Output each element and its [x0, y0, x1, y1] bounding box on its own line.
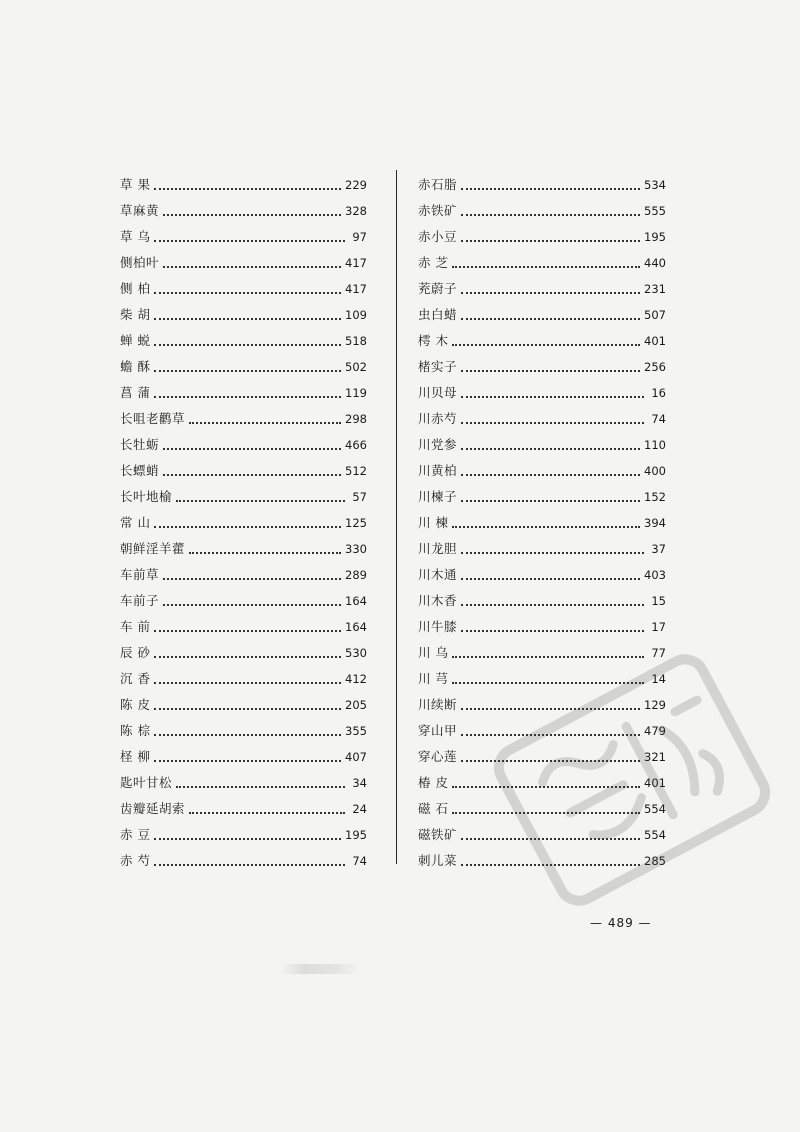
index-page-ref: 554	[644, 802, 666, 816]
index-entry	[120, 484, 367, 510]
index-term: 长叶地榆	[120, 489, 173, 504]
index-term: 陈 棕	[120, 723, 151, 738]
index-page-ref: 109	[345, 308, 367, 322]
index-page-ref: 403	[644, 568, 666, 582]
index-term: 赤 芝	[418, 255, 449, 270]
dot-leader	[154, 239, 345, 242]
index-entry	[418, 562, 666, 588]
index-page-ref: 152	[644, 490, 666, 504]
index-entry	[120, 536, 367, 562]
index-page-ref: 74	[651, 412, 666, 426]
index-term: 赤小豆	[418, 229, 458, 244]
dot-leader	[154, 369, 341, 372]
index-term: 川木香	[418, 593, 458, 608]
index-term: 川赤芍	[418, 411, 458, 426]
index-page-ref: 17	[651, 620, 666, 634]
index-page-ref: 256	[644, 360, 666, 374]
index-entry	[120, 744, 367, 770]
index-term: 蟾 酥	[120, 359, 151, 374]
dot-leader	[154, 759, 341, 762]
index-term: 蝉 蜕	[120, 333, 151, 348]
index-entry	[120, 250, 367, 276]
dot-leader	[154, 707, 341, 710]
index-entry	[418, 406, 666, 432]
index-term: 赤 芍	[120, 853, 151, 868]
index-term: 虫白蜡	[418, 307, 458, 322]
index-page-ref: 14	[651, 672, 666, 686]
index-term: 川楝子	[418, 489, 458, 504]
index-term: 川黄柏	[418, 463, 458, 478]
index-page-ref: 530	[345, 646, 367, 660]
index-page-ref: 195	[345, 828, 367, 842]
index-term: 侧柏叶	[120, 255, 160, 270]
index-term: 川龙胆	[418, 541, 458, 556]
index-entry	[120, 692, 367, 718]
dot-leader	[461, 551, 644, 554]
index-page-ref: 119	[345, 386, 367, 400]
dot-leader	[163, 603, 341, 606]
dot-leader	[452, 343, 640, 346]
index-page-ref: 24	[352, 802, 367, 816]
index-term: 川 楝	[418, 515, 449, 530]
index-page-ref: 298	[345, 412, 367, 426]
index-entry	[418, 484, 666, 510]
index-page-ref: 554	[644, 828, 666, 842]
index-term: 磁 石	[418, 801, 449, 816]
index-entry	[418, 458, 666, 484]
index-entry	[120, 614, 367, 640]
index-entry	[120, 432, 367, 458]
dot-leader	[154, 681, 341, 684]
index-entry	[120, 354, 367, 380]
index-page-ref: 37	[651, 542, 666, 556]
index-entry	[418, 432, 666, 458]
dot-leader	[154, 837, 341, 840]
index-page-ref: 328	[345, 204, 367, 218]
dot-leader	[461, 473, 640, 476]
index-entry	[120, 302, 367, 328]
dot-leader	[163, 577, 341, 580]
dot-leader	[452, 265, 640, 268]
dot-leader	[461, 421, 644, 424]
index-page-ref: 440	[644, 256, 666, 270]
dot-leader	[163, 473, 341, 476]
index-entry	[120, 276, 367, 302]
dot-leader	[154, 317, 341, 320]
index-entry	[418, 354, 666, 380]
index-page-ref: 229	[345, 178, 367, 192]
index-page-ref: 407	[345, 750, 367, 764]
index-term: 赤 豆	[120, 827, 151, 842]
index-entry	[418, 614, 666, 640]
print-smudge	[280, 964, 360, 974]
dot-leader	[154, 863, 345, 866]
index-entry	[120, 458, 367, 484]
index-term: 柴 胡	[120, 307, 151, 322]
index-term: 沉 香	[120, 671, 151, 686]
index-entry	[120, 562, 367, 588]
dot-leader	[189, 811, 345, 814]
dot-leader	[461, 395, 644, 398]
dot-leader	[452, 681, 644, 684]
dot-leader	[154, 291, 341, 294]
index-term: 陈 皮	[120, 697, 151, 712]
index-page-ref: 16	[651, 386, 666, 400]
dot-leader	[154, 733, 341, 736]
index-page-ref: 417	[345, 282, 367, 296]
dot-leader	[176, 499, 345, 502]
dot-leader	[461, 603, 644, 606]
index-page-ref: 195	[644, 230, 666, 244]
index-page-ref: 164	[345, 620, 367, 634]
index-term: 长牡蛎	[120, 437, 160, 452]
index-term: 楮实子	[418, 359, 458, 374]
index-page-ref: 466	[345, 438, 367, 452]
index-term: 长螵蛸	[120, 463, 160, 478]
index-entry	[418, 172, 666, 198]
index-entry	[120, 666, 367, 692]
index-entry	[418, 276, 666, 302]
index-term: 菖 蒲	[120, 385, 151, 400]
index-entry	[418, 536, 666, 562]
index-term: 穿心莲	[418, 749, 458, 764]
dot-leader	[154, 629, 341, 632]
index-term: 川贝母	[418, 385, 458, 400]
index-page-ref: 394	[644, 516, 666, 530]
index-term: 川党参	[418, 437, 458, 452]
index-entry	[120, 510, 367, 536]
dot-leader	[461, 317, 640, 320]
index-term: 柽 柳	[120, 749, 151, 764]
dot-leader	[461, 187, 640, 190]
dot-leader	[461, 239, 640, 242]
dot-leader	[154, 395, 341, 398]
index-page-ref: 231	[644, 282, 666, 296]
dot-leader	[461, 291, 640, 294]
column-divider	[396, 170, 397, 864]
index-entry	[120, 172, 367, 198]
index-page-ref: 34	[352, 776, 367, 790]
index-term: 齿瓣延胡索	[120, 801, 186, 816]
index-page-ref: 401	[644, 334, 666, 348]
index-entry	[120, 718, 367, 744]
index-page-ref: 555	[644, 204, 666, 218]
index-page-ref: 507	[644, 308, 666, 322]
index-page-ref: 57	[352, 490, 367, 504]
index-entry	[418, 250, 666, 276]
index-page-ref: 15	[651, 594, 666, 608]
index-entry	[120, 198, 367, 224]
index-entry	[120, 380, 367, 406]
index-entry	[418, 380, 666, 406]
dot-leader	[163, 213, 341, 216]
index-page-ref: 125	[345, 516, 367, 530]
index-term: 川 乌	[418, 645, 449, 660]
dot-leader	[189, 421, 341, 424]
index-term: 川 芎	[418, 671, 449, 686]
index-page-ref: 74	[352, 854, 367, 868]
index-term: 辰 砂	[120, 645, 151, 660]
index-term: 草麻黄	[120, 203, 160, 218]
index-entry	[120, 588, 367, 614]
index-term: 川木通	[418, 567, 458, 582]
index-term: 刺儿菜	[418, 853, 458, 868]
index-entry	[418, 328, 666, 354]
index-page-ref: 164	[345, 594, 367, 608]
index-entry	[418, 302, 666, 328]
dot-leader	[461, 213, 640, 216]
index-page-ref: 401	[644, 776, 666, 790]
index-page-ref: 355	[345, 724, 367, 738]
index-term: 车 前	[120, 619, 151, 634]
index-term: 车前子	[120, 593, 160, 608]
index-page-ref: 417	[345, 256, 367, 270]
index-page-ref: 285	[644, 854, 666, 868]
index-page-ref: 479	[644, 724, 666, 738]
dot-leader	[189, 551, 341, 554]
index-term: 樗 木	[418, 333, 449, 348]
index-entry	[418, 510, 666, 536]
index-term: 朝鲜淫羊藿	[120, 541, 186, 556]
index-entry	[120, 224, 367, 250]
dot-leader	[154, 655, 341, 658]
dot-leader	[163, 265, 341, 268]
index-term: 磁铁矿	[418, 827, 458, 842]
index-entry	[120, 796, 367, 822]
page-number: — 489 —	[590, 916, 652, 930]
index-page-ref: 330	[345, 542, 367, 556]
index-page-ref: 110	[644, 438, 666, 452]
index-page-ref: 129	[644, 698, 666, 712]
dot-leader	[461, 499, 640, 502]
index-term: 侧 柏	[120, 281, 151, 296]
dot-leader	[461, 369, 640, 372]
index-page-ref: 97	[352, 230, 367, 244]
index-entry	[418, 198, 666, 224]
index-page-ref: 518	[345, 334, 367, 348]
index-page-ref: 289	[345, 568, 367, 582]
dot-leader	[452, 525, 640, 528]
index-term: 川续断	[418, 697, 458, 712]
dot-leader	[176, 785, 345, 788]
dot-leader	[461, 629, 644, 632]
index-term: 草 果	[120, 177, 151, 192]
index-page-ref: 205	[345, 698, 367, 712]
index-page-ref: 77	[651, 646, 666, 660]
index-term: 长咀老鹳草	[120, 411, 186, 426]
dot-leader	[461, 447, 640, 450]
index-entry	[418, 588, 666, 614]
index-entry	[120, 770, 367, 796]
index-term: 赤石脂	[418, 177, 458, 192]
index-entry	[120, 848, 367, 874]
index-page-ref: 412	[345, 672, 367, 686]
index-term: 川牛膝	[418, 619, 458, 634]
index-entry	[120, 406, 367, 432]
index-entry	[418, 640, 666, 666]
dot-leader	[163, 447, 341, 450]
dot-leader	[452, 655, 644, 658]
index-term: 草 乌	[120, 229, 151, 244]
dot-leader	[154, 525, 341, 528]
index-entry	[418, 224, 666, 250]
dot-leader	[154, 187, 341, 190]
index-entry	[120, 822, 367, 848]
dot-leader	[154, 343, 341, 346]
index-term: 赤铁矿	[418, 203, 458, 218]
index-column-left	[120, 172, 367, 874]
index-term: 常 山	[120, 515, 151, 530]
index-entry	[120, 328, 367, 354]
index-term: 匙叶甘松	[120, 775, 173, 790]
index-page-ref: 400	[644, 464, 666, 478]
index-term: 车前草	[120, 567, 160, 582]
index-page-ref: 534	[644, 178, 666, 192]
index-page-ref: 512	[345, 464, 367, 478]
index-term: 穿山甲	[418, 723, 458, 738]
dot-leader	[461, 577, 640, 580]
index-page-ref: 321	[644, 750, 666, 764]
index-entry	[120, 640, 367, 666]
index-page-ref: 502	[345, 360, 367, 374]
index-term: 茺蔚子	[418, 281, 458, 296]
index-term: 椿 皮	[418, 775, 449, 790]
